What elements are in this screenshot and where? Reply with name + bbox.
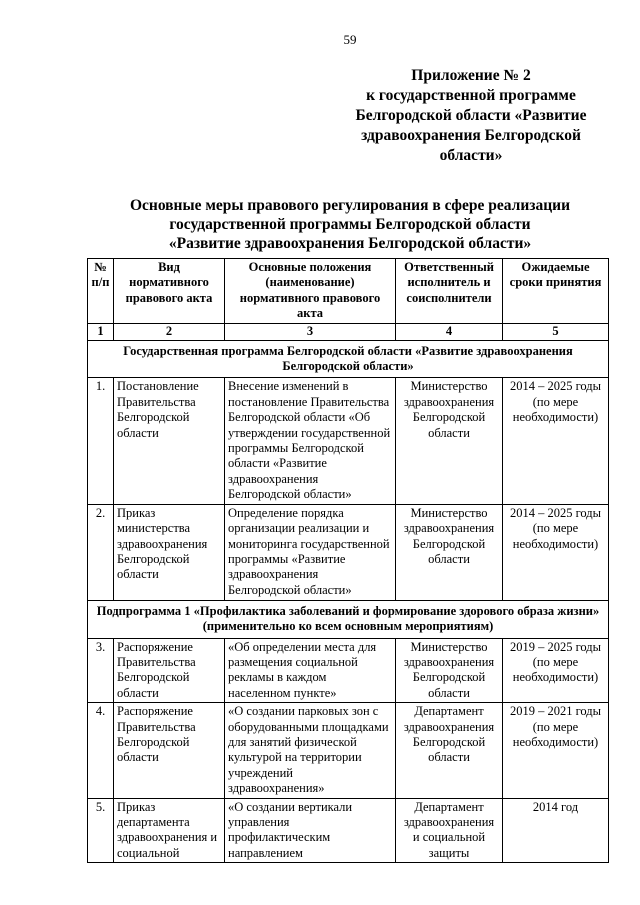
row-term: 2019 – 2025 годы (по мере необходимости): [503, 638, 609, 703]
row-executor: Департамент здравоохранения Белгородской области: [396, 703, 503, 798]
row-content: «Об определении места для размещения социальной рекламы в каждом населенном пункте»: [225, 638, 396, 703]
title-line-1: Основные меры правового регулирования в сфере реализации: [129, 197, 571, 214]
title-line-2: государственной программы Белгородской области: [169, 216, 531, 233]
row-content: «О создании парковых зон с оборудованными площадками для занятий физической культурой на территории учреждений здравоохранения»: [225, 703, 396, 798]
appendix-line-4: здравоохранения Белгородской: [361, 127, 581, 144]
row-number: 2.: [88, 504, 114, 600]
table-row: [88, 703, 609, 798]
row-act-type: Приказ департамента здравоохранения и социальной: [114, 798, 225, 863]
row-act-type: Приказ министерства здравоохранения Белгородской области: [114, 504, 225, 600]
section-state-program: Государственная программа Белгородской области «Развитие здравоохранения Белгородской области»: [88, 340, 609, 378]
title-line-3: «Развитие здравоохранения Белгородской области»: [168, 235, 532, 252]
row-executor: Министерство здравоохранения Белгородской области: [396, 504, 503, 600]
row-term: 2014 – 2025 годы (по мере необходимости): [503, 504, 609, 600]
table-row: [88, 378, 609, 504]
row-content: Определение порядка организации реализации и мониторинга государственной программы «Развитие здравоохранения Белгородской области»: [225, 504, 396, 600]
appendix-line-5: области»: [439, 147, 503, 164]
column-number: 2: [114, 323, 225, 340]
column-number: 4: [396, 323, 503, 340]
header-content: Основные положения (наименование) нормативного правового акта: [225, 259, 396, 324]
column-numbers-row: [88, 323, 609, 340]
row-act-type: Распоряжение Правительства Белгородской области: [114, 703, 225, 798]
header-act-type: Вид нормативного правового акта: [114, 259, 225, 324]
document-title: [90, 196, 610, 253]
header-term: Ожидаемые сроки принятия: [503, 259, 609, 324]
row-act-type: Постановление Правительства Белгородской области: [114, 378, 225, 504]
appendix-heading: [340, 66, 602, 166]
section-row: [88, 340, 609, 378]
column-number: 1: [88, 323, 114, 340]
row-number: 5.: [88, 798, 114, 863]
row-number: 4.: [88, 703, 114, 798]
header-executor: Ответственный исполнитель и соисполнители: [396, 259, 503, 324]
row-executor: Департамент здравоохранения и социальной защиты: [396, 798, 503, 863]
row-term: 2014 – 2025 годы (по мере необходимости): [503, 378, 609, 504]
table-row: [88, 638, 609, 703]
row-act-type: Распоряжение Правительства Белгородской области: [114, 638, 225, 703]
row-number: 1.: [88, 378, 114, 504]
row-term: 2019 – 2021 годы (по мере необходимости): [503, 703, 609, 798]
row-number: 3.: [88, 638, 114, 703]
table-header-row: [88, 259, 609, 324]
section-row: [88, 600, 609, 638]
measures-table: [87, 258, 609, 863]
page-number: 59: [343, 32, 357, 47]
appendix-line-3: Белгородской области «Развитие: [355, 107, 587, 124]
row-content: Внесение изменений в постановление Правительства Белгородской области «Об утверждении государственной программы Белгородской области «Развитие здравоохранения Белгородской области»: [225, 378, 396, 504]
column-number: 5: [503, 323, 609, 340]
appendix-line-1: Приложение № 2: [411, 67, 531, 84]
row-executor: Министерство здравоохранения Белгородской области: [396, 378, 503, 504]
row-content: «О создании вертикали управления профилактическим направлением: [225, 798, 396, 863]
appendix-line-2: к государственной программе: [366, 87, 576, 104]
header-num: № п/п: [88, 259, 114, 324]
row-term: 2014 год: [503, 798, 609, 863]
section-subprogram-1: Подпрограмма 1 «Профилактика заболеваний и формирование здорового образа жизни» (применительно ко всем основным мероприятиям): [88, 600, 609, 638]
table-row: [88, 798, 609, 863]
row-executor: Министерство здравоохранения Белгородской области: [396, 638, 503, 703]
column-number: 3: [225, 323, 396, 340]
table-row: [88, 504, 609, 600]
